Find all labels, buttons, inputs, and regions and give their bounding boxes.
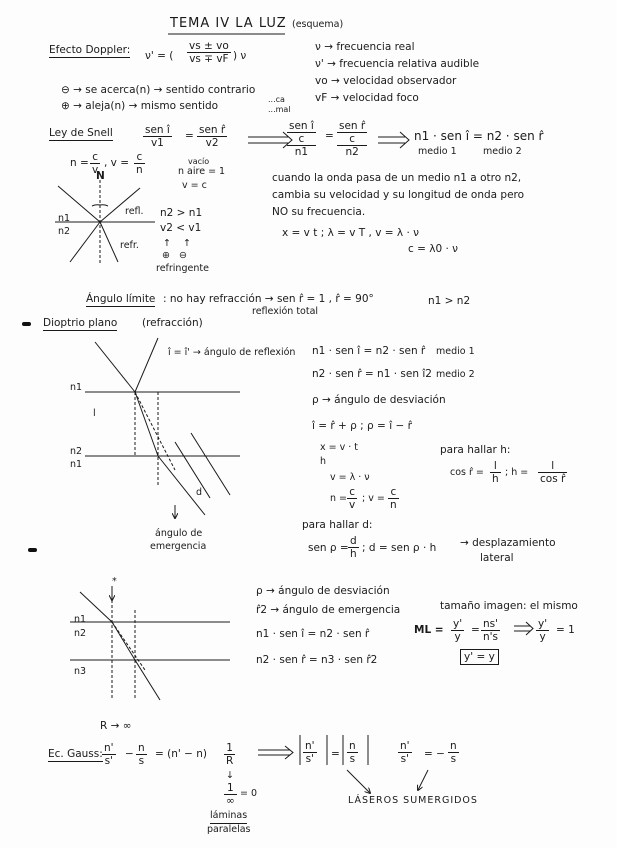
- doppler-def-3: vo → velocidad observador: [315, 75, 457, 87]
- dioptrio-h-eq-1: cos r̂ =: [450, 467, 484, 478]
- dioptrio-label: Dioptrio plano: [43, 317, 118, 329]
- snell-eq5: c = λ0 · ν: [408, 243, 459, 255]
- gauss-eq-minus: = −: [424, 748, 445, 760]
- lamina-ml-frac1: $\frac{y'}{y}$: [453, 618, 463, 643]
- doppler-formula-lhs: ν' = (: [145, 50, 174, 62]
- dioptrio-eq-2-note: medio 2: [436, 369, 475, 380]
- snell-rel-arrows: ↑ ↑: [163, 238, 191, 249]
- angulo-limite-text: : no hay refracción → sen r̂ = 1 , r̂ = 90°: [163, 293, 374, 305]
- dioptrio-angle-note: î = î' → ángulo de reflexión: [168, 347, 296, 358]
- dioptrio-d-eq-4: lateral: [480, 552, 514, 564]
- snell-diagram-refl: refl.: [125, 206, 144, 217]
- dioptrio-eq-1: n1 · sen î = n2 · sen r̂: [312, 345, 426, 357]
- angulo-limite-label: Ángulo límite: [86, 293, 156, 305]
- gauss-frac1: $\frac{n'}{s'}$: [104, 742, 114, 767]
- snell-diagram-N: N: [96, 170, 105, 182]
- gauss-label: Ec. Gauss:: [48, 748, 103, 760]
- dioptrio-emergencia-1: ángulo de: [155, 528, 203, 539]
- snell-eq1-frac1: sen î v1: [145, 124, 170, 149]
- lamina-ml-lhs: ML =: [414, 624, 444, 636]
- dioptrio-calc-3: v = λ · ν: [330, 472, 370, 483]
- snell-medio-2: medio 2: [483, 146, 522, 157]
- gauss-r-zero: = 0: [240, 788, 258, 799]
- dioptrio-para-h: para hallar h:: [440, 444, 511, 456]
- lamina-tamano: tamaño imagen: el mismo: [440, 600, 578, 612]
- lamina-arrow-label: *: [112, 576, 117, 587]
- snell-rel-2: v2 < v1: [160, 222, 202, 234]
- arrow-to-conclusion-1: [347, 770, 370, 793]
- dioptrio-h-frac2: $\frac{l}{\text{cos r̂}}$: [540, 460, 566, 485]
- lamina-def-2: r̂2 → ángulo de emergencia: [256, 604, 401, 616]
- lamina-n1: n1: [74, 614, 87, 625]
- doppler-label: Efecto Doppler:: [49, 44, 131, 56]
- snell-eq3: n1 · sen î = n2 · sen r̂: [414, 129, 544, 143]
- implies-arrow-2: [378, 132, 409, 148]
- snell-vacio-1: vacío: [188, 157, 210, 166]
- dioptrio-angle-eq: î = r̂ + ρ ; ρ = î − r̂: [312, 420, 412, 432]
- angulo-limite-cond: n1 > n2: [428, 295, 471, 307]
- doppler-fraction: $\frac{vs \pm vo}{vs \mp vF}$: [189, 40, 229, 65]
- snell-vacio-3: v = c: [182, 180, 207, 191]
- snell-eq2-equals: =: [325, 130, 334, 142]
- dioptrio-calc-frac2: $\frac{c}{n}$: [390, 486, 397, 511]
- doppler-def-1: ν → frecuencia real: [315, 41, 415, 53]
- margin-bullet-2: [28, 548, 37, 552]
- dioptrio-diagram: [85, 338, 240, 518]
- page-subtitle: (esquema): [292, 19, 344, 30]
- snell-diagram-n1: n1: [58, 213, 71, 224]
- lamina-def-3: n1 · sen î = n2 · sen r̂: [256, 628, 370, 640]
- snell-explanation-3: NO su frecuencia.: [272, 206, 366, 218]
- dioptrio-calc-2: h: [320, 456, 327, 467]
- doppler-def-2: ν' → frecuencia relativa audible: [315, 58, 480, 70]
- gauss-abs-frac1: $\frac{n'}{s'}$: [305, 740, 315, 765]
- dioptrio-d-eq-3: → desplazamiento: [460, 537, 556, 549]
- doppler-small-note-1: ...ca: [268, 95, 285, 104]
- lamina-n2: n2: [74, 628, 87, 639]
- dioptrio-sub: (refracción): [142, 317, 203, 329]
- angulo-limite-sub: reflexión total: [252, 306, 319, 317]
- snell-vacio-2: n aire = 1: [178, 166, 226, 177]
- lamina-ml-frac3: $\frac{y'}{y}$: [538, 618, 548, 643]
- snell-n-def-2: , v =: [104, 157, 130, 169]
- dioptrio-calc-5: ; v =: [362, 493, 385, 504]
- lamina-ml-eq: =: [471, 624, 480, 636]
- arrow-to-conclusion-2: [418, 770, 428, 790]
- dioptrio-h-frac1: $\frac{l}{h}$: [492, 460, 499, 485]
- gauss-abs-frac2: $\frac{n}{s}$: [349, 740, 356, 765]
- snell-eq2-frac2: sen r̂ c n2: [339, 120, 366, 158]
- lamina-ml-frac2: $\frac{ns'}{n's}$: [483, 618, 499, 643]
- page-title: TEMA IV LA LUZ: [170, 16, 287, 31]
- snell-eq2-frac1: sen î c n1: [289, 120, 314, 158]
- lamina-infinity: R → ∞: [100, 720, 132, 732]
- dioptrio-n1: n1: [70, 382, 83, 393]
- snell-label: Ley de Snell: [49, 127, 113, 139]
- snell-diagram-refr: refr.: [120, 240, 139, 251]
- snell-n-def-frac2: $\frac{c}{n}$: [136, 151, 143, 176]
- dioptrio-d: d: [196, 487, 203, 498]
- snell-n-def-1: n =: [70, 157, 89, 169]
- snell-eq1-equals: =: [185, 130, 194, 142]
- margin-bullet-1: [22, 322, 31, 326]
- gauss-minus: −: [125, 748, 134, 760]
- dioptrio-calc-4: n =: [330, 493, 348, 504]
- gauss-conclusion: LÁSEROS SUMERGIDOS: [348, 795, 478, 806]
- dioptrio-eq-2: n2 · sen r̂ = n1 · sen î2: [312, 368, 432, 380]
- dioptrio-d-eq-1: sen ρ =: [308, 542, 349, 554]
- dioptrio-n1b: n1: [70, 459, 83, 470]
- snell-refringente: refringente: [156, 263, 209, 274]
- snell-diagram-n2: n2: [58, 226, 71, 237]
- doppler-def-4: vF → velocidad foco: [315, 92, 419, 104]
- implies-arrow-1: [248, 132, 292, 148]
- lamina-n3: n3: [74, 666, 87, 677]
- snell-eq4: x = v t ; λ = v T , v = λ · ν: [282, 227, 420, 239]
- snell-rel-1: n2 > n1: [160, 207, 203, 219]
- doppler-small-note-2: ...mal: [268, 105, 291, 114]
- dioptrio-emergencia-2: emergencia: [150, 541, 207, 552]
- dioptrio-l: l: [93, 408, 96, 419]
- snell-n-def-frac1: $\frac{c}{v}$: [92, 151, 99, 176]
- gauss-laminas-2: paralelas: [207, 824, 251, 835]
- dioptrio-n2: n2: [70, 446, 83, 457]
- gauss-frac2: $\frac{n}{s}$: [138, 742, 145, 767]
- snell-medio-1: medio 1: [418, 146, 457, 157]
- doppler-formula-rhs: ) ν: [233, 50, 247, 62]
- lamina-ml-rhs: = 1: [556, 624, 575, 636]
- implies-arrow-3: [514, 622, 533, 635]
- implies-arrow-4: [258, 746, 293, 759]
- snell-eq1-frac2: sen r̂ v2: [199, 124, 226, 149]
- dioptrio-d-frac: $\frac{d}{h}$: [350, 535, 357, 560]
- gauss-r-1: ↓: [226, 770, 234, 781]
- snell-explanation-2: cambia su velocidad y su longitud de onda pero: [272, 189, 525, 201]
- snell-explanation-1: cuando la onda pasa de un medio n1 a otro n2,: [272, 172, 522, 184]
- doppler-minus-note: ⊖ → se acerca(n) → sentido contrario: [61, 84, 256, 96]
- snell-rel-signs: ⊕ ⊖: [162, 250, 187, 261]
- dioptrio-para-d: para hallar d:: [302, 519, 373, 531]
- dioptrio-d-eq-2: ; d = sen ρ · h: [362, 542, 437, 554]
- dioptrio-desviacion: ρ → ángulo de desviación: [312, 394, 446, 406]
- lamina-diagram: [70, 586, 230, 700]
- gauss-r-frac: 1 ∞: [226, 782, 235, 807]
- lamina-def-4: n2 · sen r̂ = n3 · sen r̂2: [256, 654, 378, 666]
- dioptrio-h-eq-2: ; h =: [505, 467, 529, 478]
- gauss-mid: = (n' − n): [155, 748, 207, 760]
- gauss-frac3: $\frac{1}{R}$: [226, 742, 234, 767]
- doppler-plus-note: ⊕ → aleja(n) → mismo sentido: [61, 100, 219, 112]
- gauss-frac5: $\frac{n}{s}$: [450, 740, 457, 765]
- dioptrio-calc-frac1: $\frac{c}{v}$: [349, 486, 356, 511]
- gauss-laminas-1: láminas: [210, 810, 247, 824]
- lamina-def-1: ρ → ángulo de desviación: [256, 585, 390, 597]
- dioptrio-eq-1-note: medio 1: [436, 346, 475, 357]
- gauss-abs-eq: =: [331, 748, 340, 760]
- gauss-frac4: $\frac{n'}{s'}$: [400, 740, 410, 765]
- dioptrio-calc-1: x = v · t: [320, 442, 359, 453]
- lamina-boxed-result: y' = y: [460, 649, 499, 665]
